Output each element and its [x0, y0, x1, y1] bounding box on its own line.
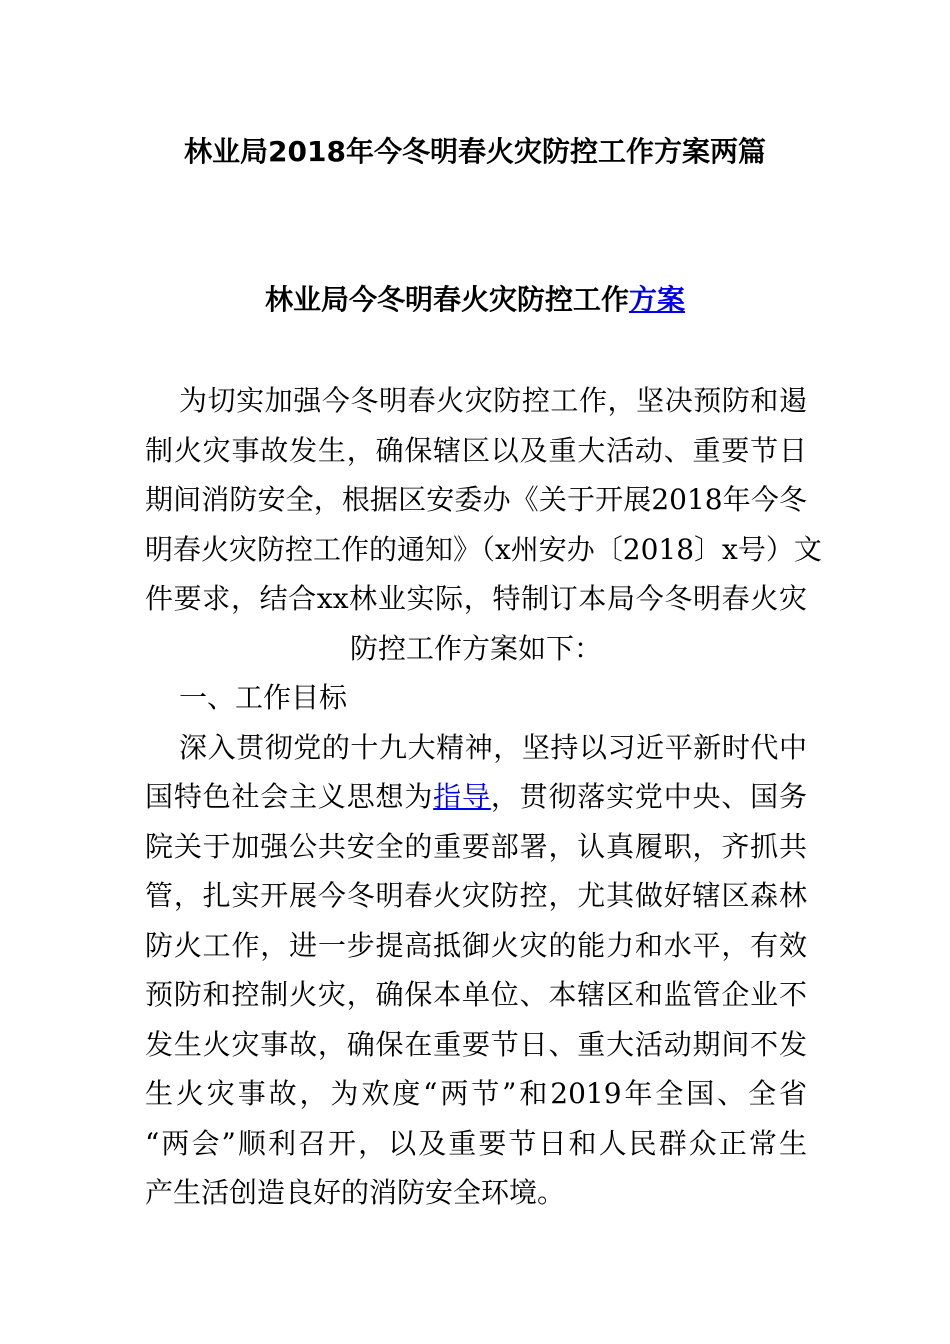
guidance-link[interactable]: 指导 [433, 780, 491, 813]
goal-line: “两会”顺利召开，以及重要节日和人民群众正常生 [145, 1126, 807, 1160]
goal-line: 管，扎实开展今冬明春火灾防控，尤其做好辖区森林 [145, 879, 807, 912]
intro-line: 件要求，结合xx林业实际，特制订本局今冬明春火灾 [145, 582, 807, 615]
goal-line: 防火工作，进一步提高抵御火灾的能力和水平，有效 [145, 928, 807, 962]
document-title: 林业局2018年今冬明春火灾防控工作方案两篇 [184, 135, 766, 168]
goal-line: 深入贯彻党的十九大精神，坚持以习近平新时代中 [179, 730, 807, 764]
goal-line: 产生活创造良好的消防安全环境。 [145, 1176, 566, 1209]
plan-link[interactable]: 方案 [629, 283, 686, 316]
section-heading: 一、工作目标 [179, 681, 348, 714]
plan-title-text: 林业局今冬明春火灾防控工作 [264, 283, 629, 316]
plan-title [0, 278, 950, 322]
goal-line [145, 772, 807, 822]
goal-line: 发生火灾事故，确保在重要节日、重大活动期间不发 [145, 1027, 807, 1061]
intro-line: 为切实加强今冬明春火灾防控工作，坚决预防和遏 [179, 384, 807, 417]
intro-line: 制火灾事故发生，确保辖区以及重大活动、重要节日 [145, 433, 807, 467]
goal-line: 生火灾事故，为欢度“两节”和2019年全国、全省 [145, 1077, 807, 1110]
intro-line: 期间消防安全，根据区安委办《关于开展2018年今冬 [145, 483, 807, 516]
goal-line: 预防和控制火灾，确保本单位、本辖区和监管企业不 [145, 978, 807, 1011]
goal-line: 院关于加强公共安全的重要部署，认真履职，齐抓共 [145, 829, 807, 863]
intro-line: 明春火灾防控工作的通知》（x州安办〔2018〕x号）文 [145, 532, 822, 566]
goal-text: ，贯彻落实党中央、国务 [490, 780, 807, 813]
section-heading-block [145, 673, 807, 723]
goal-text: 国特色社会主义思想为 [145, 780, 434, 813]
intro-line: 防控工作方案如下： [349, 631, 602, 665]
goal-paragraph [145, 723, 807, 1218]
intro-paragraph [145, 376, 822, 673]
